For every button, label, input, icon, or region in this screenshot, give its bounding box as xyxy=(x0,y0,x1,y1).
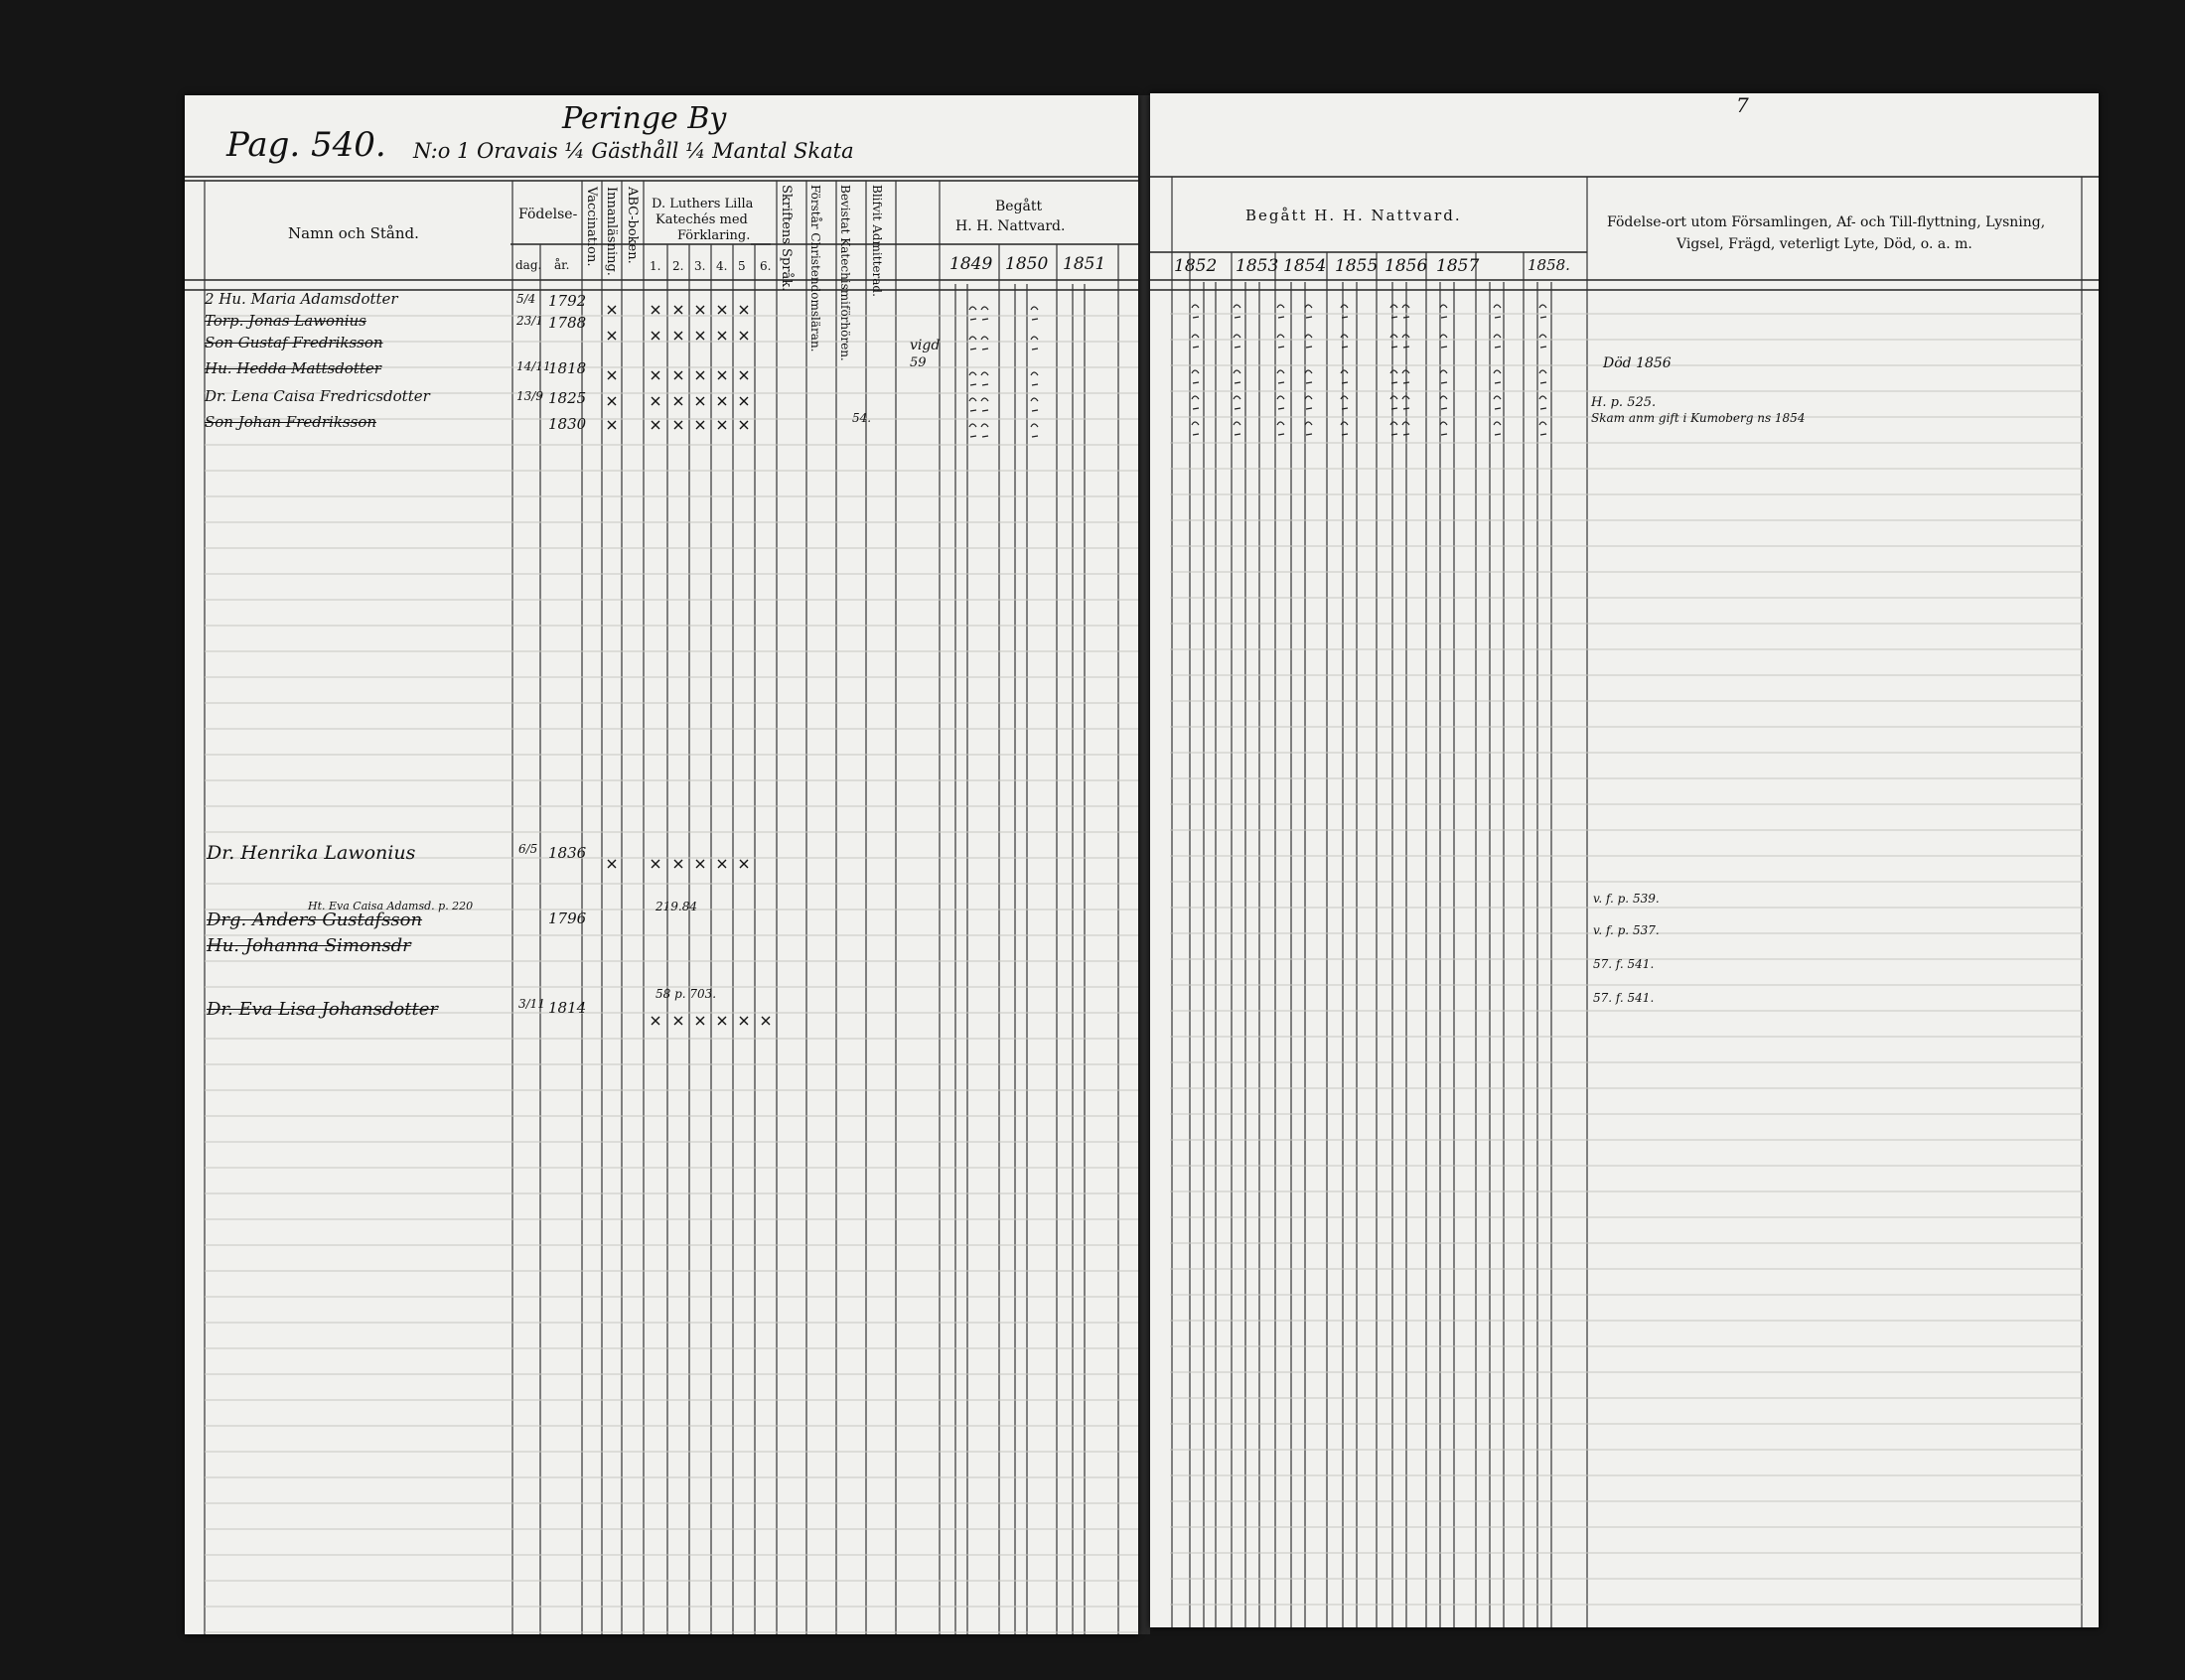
tick-mark xyxy=(608,332,616,340)
note-ref: 57. f. 541. xyxy=(1593,991,1655,1005)
year-1852: 1852 xyxy=(1174,256,1218,276)
header-abc: ABC-boken. xyxy=(625,187,640,264)
communion-mark xyxy=(1402,305,1409,318)
tick-mark xyxy=(674,860,682,868)
note-vigd: vigd xyxy=(910,338,941,353)
communion-mark xyxy=(1539,370,1546,383)
entry-year: 1825 xyxy=(548,389,587,407)
header-num-4: 4. xyxy=(716,259,728,273)
communion-mark xyxy=(1440,370,1447,383)
right-marks xyxy=(1150,93,2099,1627)
communion-mark xyxy=(1494,396,1501,409)
entry-year: 1796 xyxy=(548,910,587,927)
communion-mark xyxy=(981,372,988,385)
communion-mark xyxy=(1031,424,1038,437)
communion-mark xyxy=(1031,337,1038,350)
tick-mark xyxy=(608,397,616,405)
entry-day: 3/11 xyxy=(518,997,545,1011)
tick-mark xyxy=(740,860,748,868)
left-page xyxy=(185,95,1138,1634)
tick-mark xyxy=(652,397,659,405)
tick-mark xyxy=(652,371,659,379)
note-54: 54. xyxy=(852,411,872,425)
entry-name: Dr. Henrika Lawonius xyxy=(207,842,416,864)
tick-mark xyxy=(652,421,659,429)
header-vaccination: Vaccination. xyxy=(584,187,599,267)
entry-year: 1814 xyxy=(548,999,587,1017)
tick-mark xyxy=(740,332,748,340)
communion-mark xyxy=(1390,305,1397,318)
year-1855: 1855 xyxy=(1335,256,1379,276)
header-num-5: 5 xyxy=(738,259,746,273)
communion-mark xyxy=(1341,370,1348,383)
header-understands: Förstår Christendomsläran. xyxy=(808,185,822,352)
communion-mark xyxy=(1539,396,1546,409)
tick-mark xyxy=(696,306,704,314)
communion-mark xyxy=(1305,335,1312,348)
communion-mark xyxy=(1192,396,1199,409)
communion-mark xyxy=(1494,370,1501,383)
communion-mark xyxy=(1234,396,1240,409)
tick-mark xyxy=(652,332,659,340)
header-year: år. xyxy=(554,258,570,272)
year-1851: 1851 xyxy=(1063,254,1106,274)
communion-mark xyxy=(1234,370,1240,383)
communion-mark xyxy=(1234,422,1240,435)
tick-mark xyxy=(674,397,682,405)
entry-name: Hu. Hedda Mattsdotter xyxy=(205,359,381,377)
header-reading: Innanläsning. xyxy=(604,187,619,276)
tick-mark xyxy=(674,371,682,379)
communion-mark xyxy=(1402,335,1409,348)
communion-mark xyxy=(1402,396,1409,409)
header-num-2: 2. xyxy=(672,259,684,273)
communion-mark xyxy=(1305,305,1312,318)
header-notes-1: Födelse-ort utom Församlingen, Af- och Till-flyttning, Lysning, xyxy=(1607,214,2046,230)
communion-mark xyxy=(969,307,976,320)
communion-mark xyxy=(1031,398,1038,411)
header-birth: Födelse- xyxy=(518,207,578,222)
note-ref: v. f. p. 537. xyxy=(1593,923,1660,937)
page-number: Pag. 540. xyxy=(226,125,386,165)
note-page: 58 p. 703. xyxy=(656,987,717,1001)
entry-name: Drg. Anders Gustafsson xyxy=(207,910,423,930)
tick-mark xyxy=(740,397,748,405)
communion-mark xyxy=(1390,422,1397,435)
tick-mark xyxy=(652,860,659,868)
tick-mark xyxy=(740,1017,748,1025)
note-ref: 57. f. 541. xyxy=(1593,957,1655,971)
communion-mark xyxy=(1305,370,1312,383)
communion-mark xyxy=(969,372,976,385)
header-scripture: Skriftens Språk. xyxy=(779,185,794,292)
communion-mark xyxy=(1277,305,1284,318)
tick-mark xyxy=(696,860,704,868)
tick-mark xyxy=(674,306,682,314)
tick-mark xyxy=(718,860,726,868)
year-1858: 1858. xyxy=(1528,256,1570,274)
note-59: 59 xyxy=(910,355,927,370)
entry-name: Son Gustaf Fredriksson xyxy=(205,334,383,351)
communion-mark xyxy=(1341,396,1348,409)
tick-mark xyxy=(740,306,748,314)
communion-mark xyxy=(1390,370,1397,383)
right-page xyxy=(1150,93,2099,1627)
place-title: Peringe By xyxy=(562,101,727,136)
tick-mark xyxy=(608,421,616,429)
communion-mark xyxy=(1234,305,1240,318)
entry-name: Hu. Johanna Simonsdr xyxy=(207,935,411,956)
communion-mark xyxy=(1341,422,1348,435)
entry-name: Torp. Jonas Lawonius xyxy=(205,312,366,330)
communion-mark xyxy=(1192,335,1199,348)
book-gutter xyxy=(1138,95,1150,1634)
entry-day: 5/4 xyxy=(516,292,536,306)
tick-mark xyxy=(696,1017,704,1025)
entry-day: 14/11 xyxy=(516,359,551,373)
communion-mark xyxy=(981,307,988,320)
communion-mark xyxy=(1402,422,1409,435)
year-1849: 1849 xyxy=(949,254,993,274)
communion-mark xyxy=(1440,396,1447,409)
communion-mark xyxy=(1305,422,1312,435)
year-1857: 1857 xyxy=(1436,256,1480,276)
header-num-1: 1. xyxy=(650,259,661,273)
communion-mark xyxy=(1277,335,1284,348)
communion-mark xyxy=(981,337,988,350)
communion-mark xyxy=(1440,335,1447,348)
header-name-column: Namn och Stånd. xyxy=(288,224,419,242)
tick-mark xyxy=(718,306,726,314)
communion-mark xyxy=(1031,372,1038,385)
entry-year: 1836 xyxy=(548,844,587,862)
tick-mark xyxy=(608,860,616,868)
year-1854: 1854 xyxy=(1283,256,1327,276)
tick-mark xyxy=(696,371,704,379)
tick-mark xyxy=(762,1017,770,1025)
tick-mark xyxy=(652,1017,659,1025)
communion-mark xyxy=(1440,422,1447,435)
entry-name: Son Johan Fredriksson xyxy=(205,413,377,431)
header-admitted: Blifvit Admitterad. xyxy=(870,185,884,297)
communion-mark xyxy=(1277,422,1284,435)
header-attended: Bevistat Katechismiförhören. xyxy=(838,185,852,361)
tick-mark xyxy=(674,421,682,429)
header-luther-1: D. Luthers Lilla xyxy=(652,197,754,211)
communion-mark xyxy=(1031,307,1038,320)
tick-mark xyxy=(718,397,726,405)
header-communion: Begått H. H. Nattvard. xyxy=(1245,207,1462,224)
tick-mark xyxy=(696,421,704,429)
tick-mark xyxy=(674,1017,682,1025)
tick-mark xyxy=(696,332,704,340)
note-catechism: 219.84 xyxy=(656,900,697,913)
entry-name: Dr. Lena Caisa Fredricsdotter xyxy=(205,387,430,405)
communion-mark xyxy=(1494,335,1501,348)
farm-description: N:o 1 Oravais ¼ Gästhåll ¼ Mantal Skata xyxy=(413,139,854,163)
communion-mark xyxy=(1390,335,1397,348)
entry-day: 13/9 xyxy=(516,389,543,403)
communion-mark xyxy=(981,424,988,437)
header-num-3: 3. xyxy=(694,259,706,273)
entry-year: 1788 xyxy=(548,314,587,332)
header-communion-2: H. H. Nattvard. xyxy=(955,218,1066,234)
note-ref: v. f. p. 539. xyxy=(1593,892,1660,906)
communion-mark xyxy=(981,398,988,411)
communion-mark xyxy=(1192,305,1199,318)
entry-year: 1818 xyxy=(548,359,587,377)
tick-mark xyxy=(740,371,748,379)
entry-note: Ht. Eva Caisa Adamsd. p. 220 xyxy=(308,900,474,912)
header-num-6: 6. xyxy=(760,259,772,273)
communion-mark xyxy=(1341,305,1348,318)
communion-mark xyxy=(969,337,976,350)
tick-mark xyxy=(740,421,748,429)
entry-day: 6/5 xyxy=(518,842,538,856)
header-notes-2: Vigsel, Frägd, veterligt Lyte, Död, o. a. m. xyxy=(1676,236,1972,252)
tick-mark xyxy=(608,306,616,314)
tick-mark xyxy=(652,306,659,314)
communion-mark xyxy=(1305,396,1312,409)
communion-mark xyxy=(1277,396,1284,409)
year-1850: 1850 xyxy=(1005,254,1049,274)
communion-mark xyxy=(1440,305,1447,318)
tick-mark xyxy=(608,371,616,379)
communion-mark xyxy=(1277,370,1284,383)
communion-mark xyxy=(1402,370,1409,383)
tick-mark xyxy=(718,421,726,429)
communion-mark xyxy=(1539,335,1546,348)
communion-mark xyxy=(1234,335,1240,348)
header-luther-3: Förklaring. xyxy=(677,228,751,243)
note-married: Skam anm gift i Kumoberg ns 1854 xyxy=(1591,411,1806,425)
entry-day: 23/1 xyxy=(516,314,543,328)
tick-mark xyxy=(718,1017,726,1025)
left-marks xyxy=(185,95,1138,1634)
header-luther-2: Katechés med xyxy=(656,212,748,227)
entry-year: 1792 xyxy=(548,292,587,310)
entry-year: 1830 xyxy=(548,415,587,433)
entry-name: Dr. Eva Lisa Johansdotter xyxy=(207,999,438,1020)
communion-mark xyxy=(1390,396,1397,409)
page-mark: 7 xyxy=(1736,93,1749,117)
header-day: dag. xyxy=(515,258,542,272)
note-death: Död 1856 xyxy=(1603,355,1672,371)
note-page-ref: H. p. 525. xyxy=(1591,395,1657,410)
communion-mark xyxy=(1341,335,1348,348)
communion-mark xyxy=(1539,422,1546,435)
tick-mark xyxy=(674,332,682,340)
communion-mark xyxy=(969,424,976,437)
communion-mark xyxy=(1192,422,1199,435)
communion-mark xyxy=(1494,305,1501,318)
entry-name: 2 Hu. Maria Adamsdotter xyxy=(205,290,398,308)
tick-mark xyxy=(696,397,704,405)
communion-mark xyxy=(1539,305,1546,318)
communion-mark xyxy=(969,398,976,411)
communion-mark xyxy=(1192,370,1199,383)
year-1856: 1856 xyxy=(1384,256,1428,276)
header-communion-1: Begått xyxy=(995,199,1043,214)
tick-mark xyxy=(718,332,726,340)
tick-mark xyxy=(718,371,726,379)
year-1853: 1853 xyxy=(1236,256,1279,276)
communion-mark xyxy=(1494,422,1501,435)
